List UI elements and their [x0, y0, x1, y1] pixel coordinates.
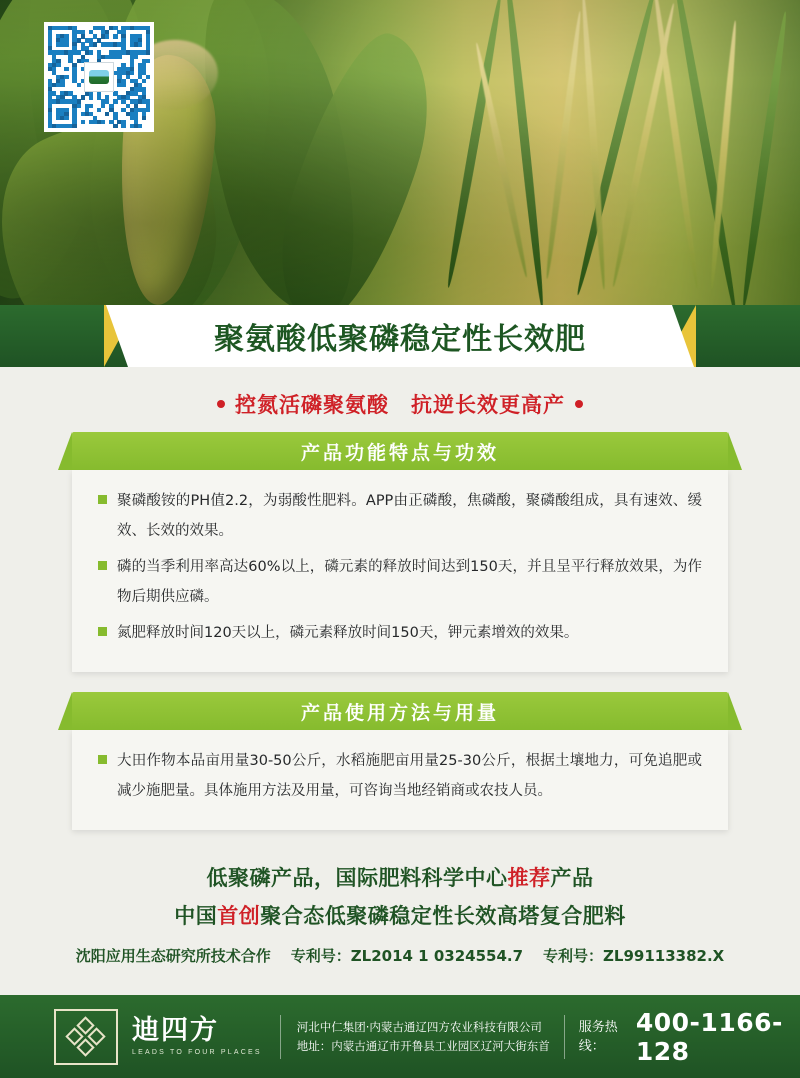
company-address: 地址：内蒙古通辽市开鲁县工业园区辽河大街东首: [296, 1038, 550, 1053]
bullet-text: 聚磷酸铵的PH值2.2，为弱酸性肥料。APP由正磷酸，焦磷酸，聚磷酸组成，具有速效、缓效、长效的效果。: [117, 493, 702, 539]
list-item: [98, 746, 702, 806]
title-plate: [128, 305, 672, 367]
bullet-square-icon: [98, 561, 107, 570]
brand-block: [132, 1017, 262, 1056]
list-item: [98, 486, 702, 546]
diamond-logo-shape: [69, 1020, 103, 1054]
slogan-right: 抗逆长效更高产: [411, 393, 565, 417]
diamond-logo-icon: [54, 1009, 118, 1065]
section-usage: [72, 692, 728, 830]
bullet-square-icon: [98, 495, 107, 504]
company-name: 河北中仁集团·内蒙古通辽四方农业科技有限公司: [296, 1019, 542, 1034]
brand-name-cn: 迪四方: [132, 1015, 219, 1046]
bullet-square-icon: [98, 627, 107, 636]
section-heading-label: 产品使用方法与用量: [300, 701, 499, 724]
slogan-dot-left: [217, 400, 225, 408]
bullet-text: 大田作物本品亩用量30-50公斤，水稻施肥亩用量25-30公斤，根据土壤地力，可免追肥或减少施肥量。具体施用方法及用量，可咨询当地经销商或农技人员。: [117, 753, 702, 799]
qr-code-matrix: [48, 26, 150, 128]
company-logo-mark: [89, 70, 109, 84]
hotline-label: 服务热线：: [578, 1019, 618, 1054]
footer-divider-2: [564, 1015, 565, 1059]
claim-2-part-b: 聚合态低聚磷稳定性长效高塔复合肥料: [260, 904, 626, 928]
qr-center-logo: [84, 62, 114, 92]
slogan-dot-right: [575, 400, 583, 408]
patent-line: [0, 945, 800, 966]
bullet-square-icon: [98, 755, 107, 764]
section-heading-features: [72, 432, 728, 470]
company-info: [297, 1018, 550, 1056]
bullet-text: 磷的当季利用率高达60%以上，磷元素的释放时间达到150天，并且呈平行释放效果，为作物后期供应磷。: [117, 559, 702, 605]
claims-block: [0, 862, 800, 930]
patent-number-2: 专利号：ZL99113382.X: [543, 947, 725, 965]
hotline-block: [579, 1008, 800, 1066]
section-heading-usage: [72, 692, 728, 730]
slogan-left: 控氮活磷聚氨酸: [235, 393, 389, 417]
claim-line-2: [0, 900, 800, 930]
section-body-usage: [72, 730, 728, 830]
section-features: [72, 432, 728, 672]
hotline-number: 400-1166-128: [635, 1007, 783, 1066]
section-heading-label: 产品功能特点与功效: [300, 441, 499, 464]
claim-1-highlight: 推荐: [507, 866, 551, 890]
list-item: [98, 552, 702, 612]
cooperation-text: 沈阳应用生态研究所技术合作: [75, 947, 271, 965]
page-title: 聚氨酸低聚磷稳定性长效肥: [214, 322, 586, 357]
footer-divider: [280, 1015, 281, 1059]
footer-bar: [0, 995, 800, 1078]
claim-line-1: [0, 862, 800, 892]
claim-1-part-a: 低聚磷产品，国际肥料科学中心: [206, 866, 508, 890]
qr-code[interactable]: [44, 22, 154, 132]
content-area: [0, 367, 800, 995]
claim-2-part-a: 中国: [174, 904, 218, 928]
slogan: [0, 389, 800, 419]
section-body-features: [72, 470, 728, 672]
bullet-text: 氮肥释放时间120天以上，磷元素释放时间150天，钾元素增效的效果。: [117, 625, 579, 641]
patent-number-1: 专利号：ZL2014 1 0324554.7: [290, 947, 524, 965]
list-item: [98, 618, 702, 648]
claim-1-part-b: 产品: [550, 866, 594, 890]
claim-2-highlight: 首创: [217, 904, 261, 928]
brand-name-en: LEADS TO FOUR PLACES: [132, 1049, 262, 1056]
title-band: [0, 305, 800, 367]
